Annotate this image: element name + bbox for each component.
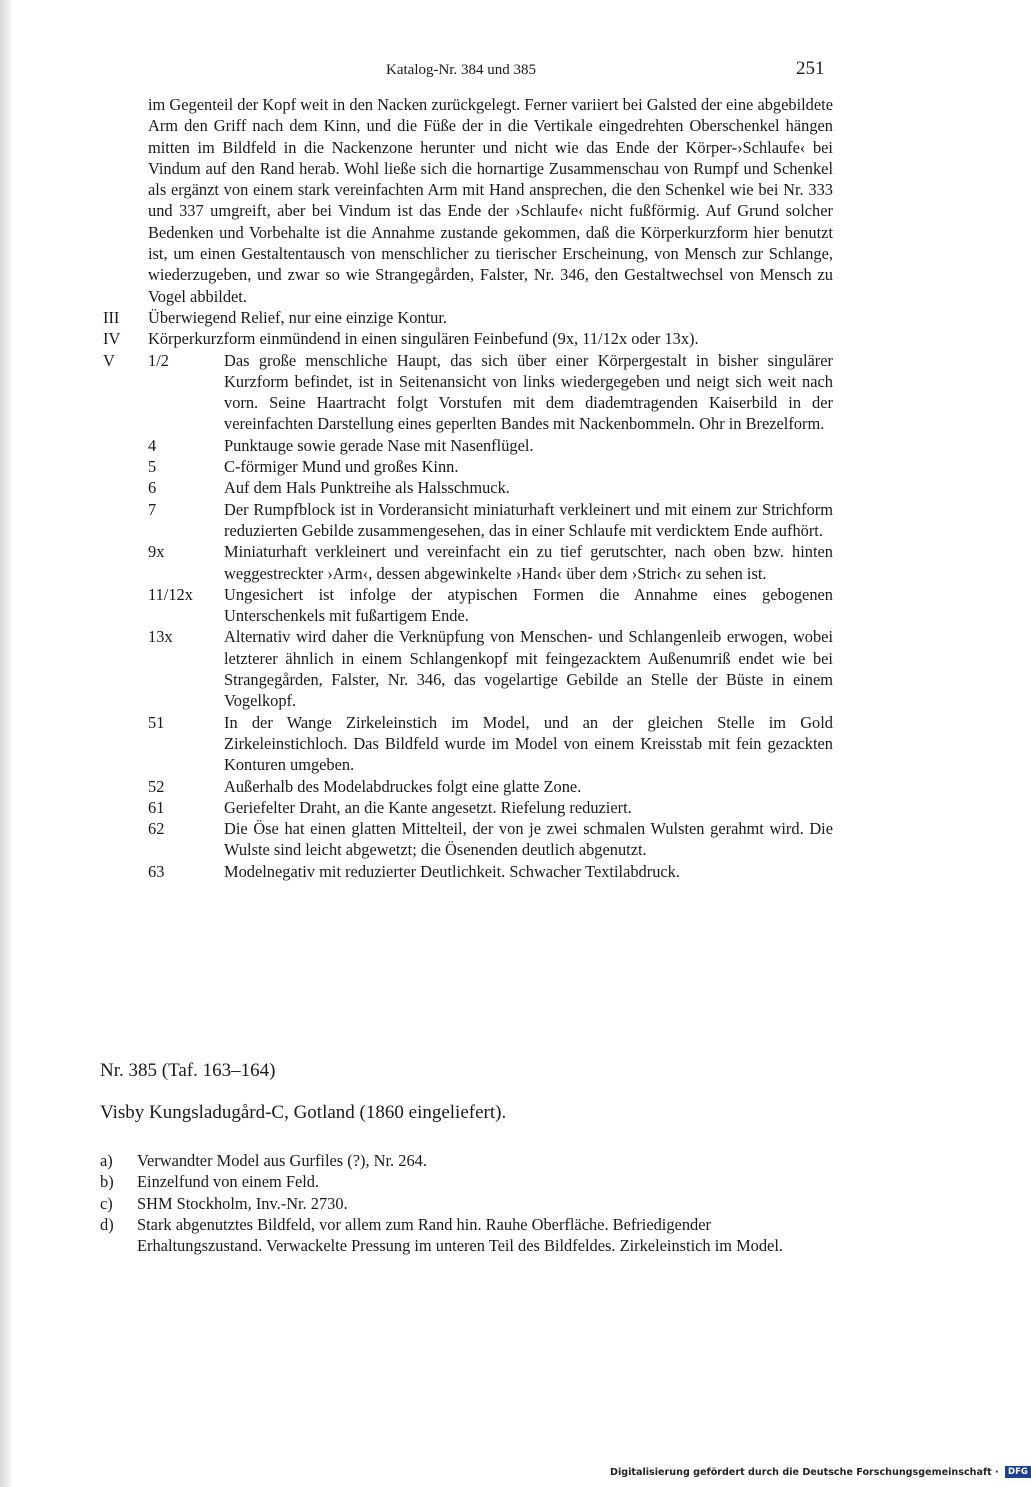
item-letter: c): [100, 1193, 113, 1213]
detail-item: [148, 818, 833, 861]
detail-item: [148, 861, 833, 882]
detail-code: 61: [148, 797, 165, 817]
detail-item: [148, 626, 833, 711]
detail-item: [148, 456, 833, 477]
detail-list: [103, 350, 833, 882]
catalog-body: [103, 94, 833, 882]
detail-text: Der Rumpfblock ist in Vorderansicht miniaturhaft verkleinert und mit einem zur Strichform reduzierten Gebilde zusammengesehen, das in einer Schlaufe mit verdicktem Ende aufhört.: [224, 499, 833, 540]
section-text: Überwiegend Relief, nur eine einzige Kontur.: [148, 307, 448, 327]
item-text: Stark abgenutztes Bildfeld, vor allem zum Rand hin. Rauhe Oberfläche. Befriedigender Erhaltungszustand. Verwackelte Pressung im unteren Teil des Bildfeldes. Zirkeleinstich im Model.: [137, 1214, 783, 1256]
detail-text: Miniaturhaft verkleinert und vereinfacht ein zu tief gerutschter, nach oben bzw. hinten weggestreckter ›Arm‹, dessen abgewinkelte ›Hand‹ über dem ›Strich‹ zu sehen ist.: [224, 542, 833, 583]
item-letter: d): [100, 1214, 114, 1234]
item-text: SHM Stockholm, Inv.-Nr. 2730.: [137, 1193, 348, 1213]
detail-text: Geriefelter Draht, an die Kante angesetzt. Riefelung reduziert.: [224, 797, 632, 817]
funding-note: Digitalisierung gefördert durch die Deutsche Forschungsgemeinschaft ·: [610, 1467, 999, 1478]
detail-item: [148, 797, 833, 818]
detail-text: Punktauge sowie gerade Nase mit Nasenflügel.: [224, 435, 534, 455]
detail-code: 5: [148, 457, 157, 477]
detail-code: 9x: [148, 542, 165, 562]
detail-text: Ungesichert ist infolge der atypischen Formen die Annahme eines gebogenen Unterschenkels mit fußartigem Ende.: [224, 584, 833, 626]
detail-text: C-förmiger Mund und großes Kinn.: [224, 457, 459, 477]
list-item: [100, 1193, 820, 1214]
detail-item: [148, 477, 833, 498]
detail-item: [148, 776, 833, 797]
site-heading: Visby Kungsladugård-C, Gotland (1860 eingeliefert).: [100, 1102, 507, 1123]
item-text: Verwandter Model aus Gurfiles (?), Nr. 264.: [137, 1151, 427, 1170]
section-text: Körperkurzform einmündend in einen singulären Feinbefund (9x, 11/12x oder 13x).: [148, 329, 699, 349]
detail-text: Auf dem Hals Punktreihe als Halsschmuck.: [224, 478, 510, 498]
item-letter: a): [100, 1151, 113, 1170]
page-edge-shadow: [0, 0, 14, 1487]
detail-code: 1/2: [148, 350, 169, 370]
detail-text: Die Öse hat einen glatten Mittelteil, der von je zwei schmalen Wulsten gerahmt wird. Die Wulste sind leicht abgewetzt; die Ösenenden deutlich abgenutzt.: [224, 819, 833, 860]
intro-paragraph: im Gegenteil der Kopf weit in den Nacken zurückgelegt. Ferner variiert bei Galsted der eine abgebildete Arm den Griff nach dem Kinn, und die Füße der in die Vertikale eingedrehten Oberschenkel hängen mitten im Bildfeld in die Nackenzone herunter und nicht wie das Ende der Körper-›Schlaufe‹ bei Vindum auf den Rand herab. Wohl ließe sich die hornartige Zusammenschau von Rumpf und Schenkel als ergänzt von einem stark vereinfachten Arm mit Hand ansprechen, die den Schenkel wie bei Nr. 333 und 337 umgreift, aber bei Vindum ist das Ende der ›Schlaufe‹ nicht fußförmig. Auf Grund solcher Bedenken und Vorbehalte ist die Annahme zustande gekommen, daß die Körperkurzform hier benutzt ist, um einen Gestaltentausch von menschlicher zu tierischer Erscheinung, von Mensch zur Schlange, wiederzugeben, und zwar so wie Strangegården, Falster, Nr. 346, den Gestaltwechsel von Mensch zu Vogel abbildet.: [148, 95, 833, 306]
list-item: [100, 1214, 820, 1257]
detail-code: 63: [148, 861, 165, 881]
detail-text: In der Wange Zirkeleinstich im Model, und an der gleichen Stelle im Gold Zirkeleinstichloch. Das Bildfeld wurde im Model von einem Kreisstab mit fein gezackten Konturen umgeben.: [224, 712, 833, 775]
funding-footer: [610, 1466, 1028, 1482]
page-header: [0, 58, 1000, 82]
detail-code: 4: [148, 435, 157, 455]
entry-details: [100, 1150, 820, 1256]
detail-text: Außerhalb des Modelabdruckes folgt eine glatte Zone.: [224, 776, 582, 796]
detail-code: 52: [148, 776, 165, 796]
section-numeral: V: [103, 350, 115, 370]
item-letter: b): [100, 1172, 114, 1192]
section-v: [103, 350, 833, 882]
detail-item: [148, 541, 833, 584]
section-numeral: IV: [103, 329, 121, 349]
section-iii: [103, 307, 833, 328]
detail-code: 62: [148, 819, 165, 839]
detail-code: 6: [148, 478, 157, 498]
entry-title: Nr. 385 (Taf. 163–164): [100, 1060, 276, 1081]
dfg-logo: DFG: [1005, 1466, 1031, 1478]
detail-code: 11/12x: [148, 584, 193, 604]
item-text: Einzelfund von einem Feld.: [137, 1172, 320, 1192]
page-number: 251: [796, 58, 825, 79]
detail-text: Modelnegativ mit reduzierter Deutlichkeit. Schwacher Textilabdruck.: [224, 861, 680, 881]
detail-code: 51: [148, 712, 165, 732]
detail-item: [148, 499, 833, 542]
detail-item: [148, 584, 833, 627]
detail-item: [148, 435, 833, 456]
detail-code: 13x: [148, 627, 173, 647]
detail-code: 7: [148, 499, 157, 519]
detail-item: [148, 350, 833, 435]
section-numeral: III: [103, 307, 120, 327]
detail-text: Das große menschliche Haupt, das sich über einer Körpergestalt in bisher singulärer Kurzform befindet, ist in Seitenansicht von links wiedergegeben und neigt sich weit nach vorn. Seine Haartracht folgt Vorstufen mit dem diademtragenden Kaiserbild in der vereinfachten Darstellung eines geperlten Bandes mit Nackenbommeln. Ohr in Brezelform.: [224, 350, 833, 434]
list-item: [100, 1150, 820, 1171]
detail-text: Alternativ wird daher die Verknüpfung von Menschen- und Schlangenleib erwogen, wobei letzterer ähnlich in einem Schlangenkopf mit feingezacktem Außenumriß endet wie bei Strangegården, Falster, Nr. 346, das vogelartige Gebilde an Stelle der Büste in einem Vogelkopf.: [224, 627, 833, 711]
detail-item: [148, 712, 833, 776]
list-item: [100, 1171, 820, 1192]
running-title: Katalog-Nr. 384 und 385: [386, 62, 536, 78]
section-iv: [103, 328, 833, 349]
